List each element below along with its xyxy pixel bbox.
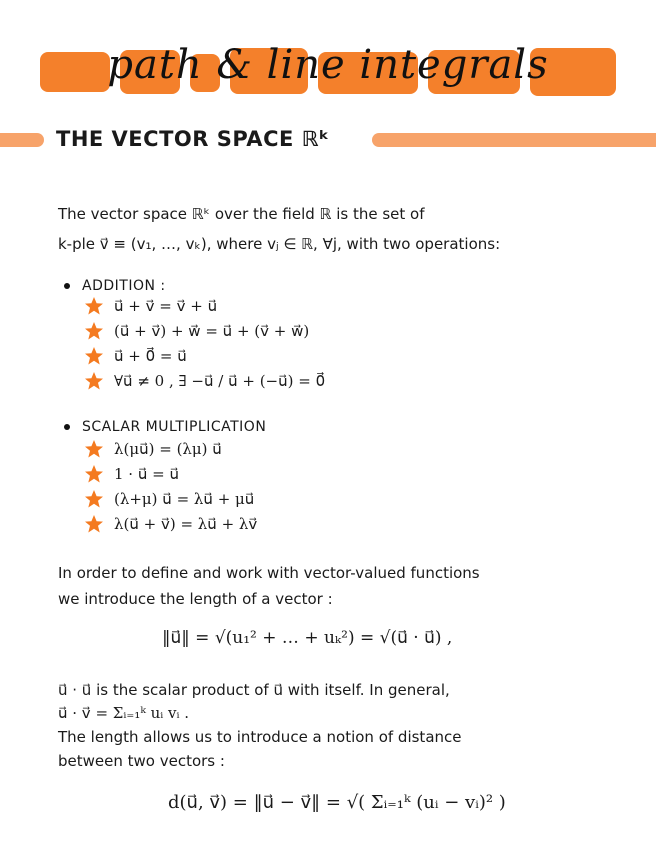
scalar-heading: SCALAR MULTIPLICATION xyxy=(82,419,267,435)
dot-text-line-4: between two vectors : xyxy=(58,752,225,770)
addition-item: (u⃗ + v⃗) + w⃗ = u⃗ + (v⃗ + w⃗) xyxy=(114,322,310,340)
intro-line-1: The vector space ℝᵏ over the field ℝ is the set of xyxy=(58,205,425,223)
star-icon xyxy=(84,321,104,341)
length-text-line-2: we introduce the length of a vector : xyxy=(58,590,333,608)
bullet-icon xyxy=(64,424,70,430)
dot-text-line-1: u⃗ · u⃗ is the scalar product of u⃗ with itself. In general, xyxy=(58,681,450,699)
bullet-icon xyxy=(64,283,70,289)
addition-item: ∀u⃗ ≠ 0 , ∃ −u⃗ / u⃗ + (−u⃗) = 0⃗ xyxy=(114,372,326,390)
scalar-item: λ(μu⃗) = (λμ) u⃗ xyxy=(114,440,222,458)
star-icon xyxy=(84,514,104,534)
star-icon xyxy=(84,439,104,459)
dot-text-line-3: The length allows us to introduce a notion of distance xyxy=(58,728,462,746)
star-icon xyxy=(84,296,104,316)
star-icon xyxy=(84,464,104,484)
intro-line-2: k-ple v⃗ ≡ (v₁, …, vₖ), where vⱼ ∈ ℝ, ∀j, with two operations: xyxy=(58,235,501,253)
scalar-item: (λ+μ) u⃗ = λu⃗ + μu⃗ xyxy=(114,490,255,508)
scalar-item: 1 · u⃗ = u⃗ xyxy=(114,465,179,483)
addition-heading: ADDITION : xyxy=(82,278,166,294)
star-icon xyxy=(84,489,104,509)
heading-bar-right xyxy=(372,133,656,147)
addition-item: u⃗ + 0⃗ = u⃗ xyxy=(114,347,187,365)
page-title: path & line integrals xyxy=(107,42,549,88)
addition-item: u⃗ + v⃗ = v⃗ + u⃗ xyxy=(114,297,218,315)
section-title: THE VECTOR SPACE ℝᵏ xyxy=(56,127,330,151)
star-icon xyxy=(84,346,104,366)
dot-text-line-2: u⃗ · v⃗ = Σᵢ₌₁ᵏ uᵢ vᵢ . xyxy=(58,704,190,722)
distance-formula: d(u⃗, v⃗) = ‖u⃗ − v⃗‖ = √( Σᵢ₌₁ᵏ (uᵢ − vᵢ)² ) xyxy=(168,792,506,813)
length-formula: ‖u⃗‖ = √(u₁² + … + uₖ²) = √(u⃗ · u⃗) , xyxy=(162,628,453,648)
length-text-line-1: In order to define and work with vector-valued functions xyxy=(58,564,480,582)
star-icon xyxy=(84,371,104,391)
title-block xyxy=(0,18,656,98)
heading-bar-left xyxy=(0,133,44,147)
scalar-item: λ(u⃗ + v⃗) = λu⃗ + λv⃗ xyxy=(114,515,258,533)
